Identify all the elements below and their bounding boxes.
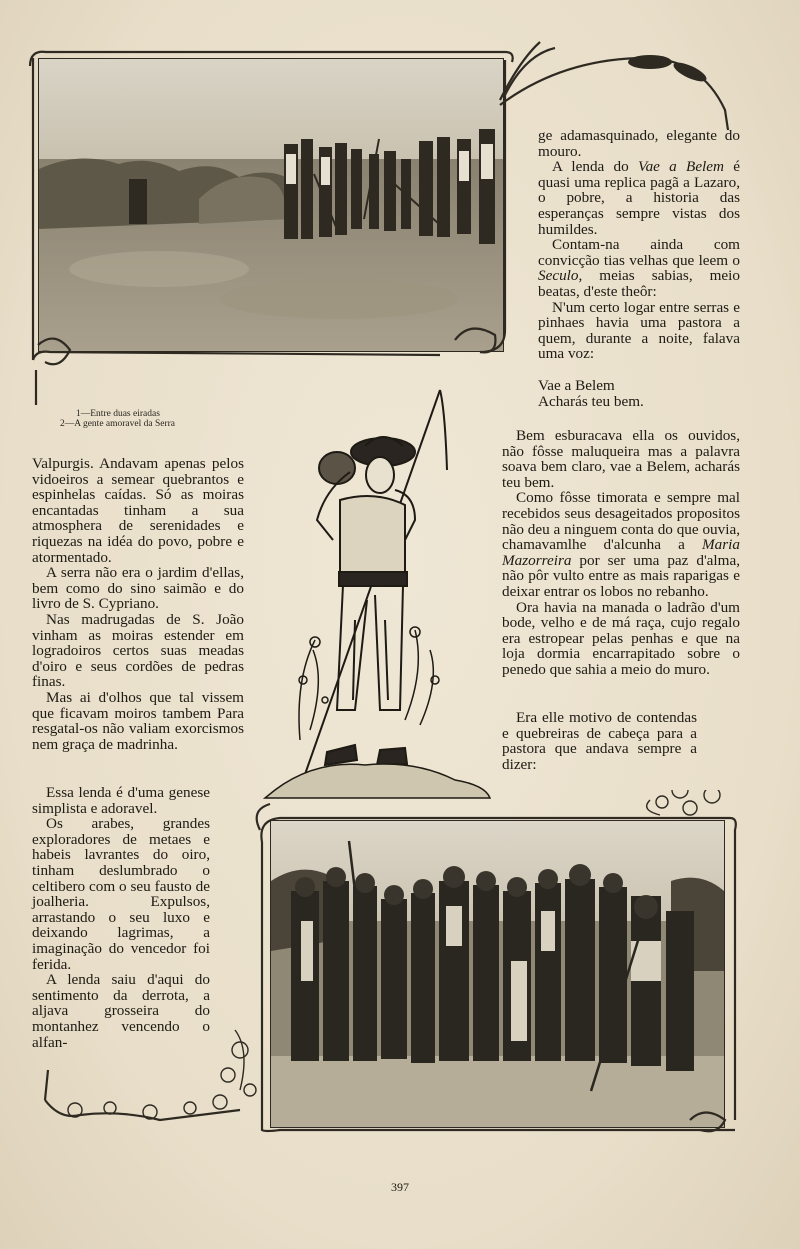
paragraph: Valpurgis. Andavam apenas pelos vidoeiros a semear quebrantos e espinhelas caídas. Só as moiras encantadas tinham a sua atmosphera de serenidades e riquezas na idéa do povo, pobre e atormentado.: [32, 455, 244, 566]
verse-line: Acharás teu bem.: [538, 392, 644, 410]
paragraph: Contam-na ainda com convicção tias velhas que leem o Seculo, meias sabias, meio beatas, d'este theôr:: [538, 236, 740, 300]
text-column-right-narrow: [502, 710, 697, 772]
paragraph: Ora havia na manada o ladrão d'um bode, velho e de má raça, cujo regalo era estropear pelas penhas e que na loja dormia encarrapitado sobre o penedo que sahia a meio do muro.: [502, 598, 740, 678]
caption-line-1: 1—Entre duas eiradas: [76, 409, 160, 419]
text-column-right-lower: [502, 428, 740, 678]
shepherd-illustration: [255, 380, 515, 800]
paragraph: Como fôsse timorata e sempre mal recebidos seus desageitados propositos não deu a ninguem conta do que ouvia, chamavamlhe d'alcunha a Maria Mazorreira por ser uma paz d'alma, não pôr vulto entre as mais raparigas e deixar entrar os lobos no rebanho.: [502, 489, 740, 600]
text-column-left-narrow: [32, 785, 210, 1050]
photo-threshing-floors: [38, 58, 504, 352]
paragraph: Bem esburacava ella os ouvidos, não fôsse maluqueira mas a palavra soava bem claro, vae a Belem, acharás teu bem.: [502, 427, 740, 491]
paragraph: Os arabes, grandes exploradores de metaes e habeis lavrantes do oiro, tinham deslumbrado o celtibero com o seu fausto de joalheria. Expulsos, arrastando o seu luxo e deixando lagrimas, a imaginação do vencedor foi ferida.: [32, 815, 210, 973]
paragraph: Mas ai d'olhos que tal vissem que ficavam moiros tambem Para resgatal-os não valiam exorcismos nem graça de madrinha.: [32, 688, 244, 753]
paragraph: A lenda do Vae a Belem é quasi uma replica pagã a Lazaro, o pobre, a historia das esperanças sempre vistas dos humildes.: [538, 158, 741, 238]
verse-line: Vae a Belem: [538, 376, 615, 394]
text-column-left: [32, 456, 244, 752]
page-number: 397: [391, 1180, 409, 1194]
photo-caption: [60, 409, 175, 429]
text-column-right: [538, 128, 740, 409]
paragraph: Era elle motivo de contendas e quebreiras de cabeça para a pastora que andava sempre a dizer:: [502, 709, 697, 773]
photo-mountain-people: [270, 820, 725, 1128]
paragraph: Essa lenda é d'uma genese simplista e adoravel.: [32, 784, 210, 817]
paragraph: Nas madrugadas de S. João vinham as moiras estender em logradoiros certos suas meadas d'oiro e seus cordões de pedras finas.: [32, 610, 244, 691]
paragraph: A lenda saiu d'aqui do sentimento da derrota, a aljava grosseira do montanhez vencendo o alfan-: [32, 971, 210, 1051]
caption-line-2: 2—A gente amoravel da Serra: [60, 419, 176, 429]
paragraph: N'um certo logar entre serras e pinhaes havia uma pastora a quem, durante a noite, falava uma voz:: [538, 298, 740, 363]
paragraph: ge adamasquinado, elegante do mouro.: [538, 127, 740, 160]
paragraph: A serra não era o jardim d'ellas, bem como do sino saimão e do livro de S. Cypriano.: [32, 564, 244, 613]
